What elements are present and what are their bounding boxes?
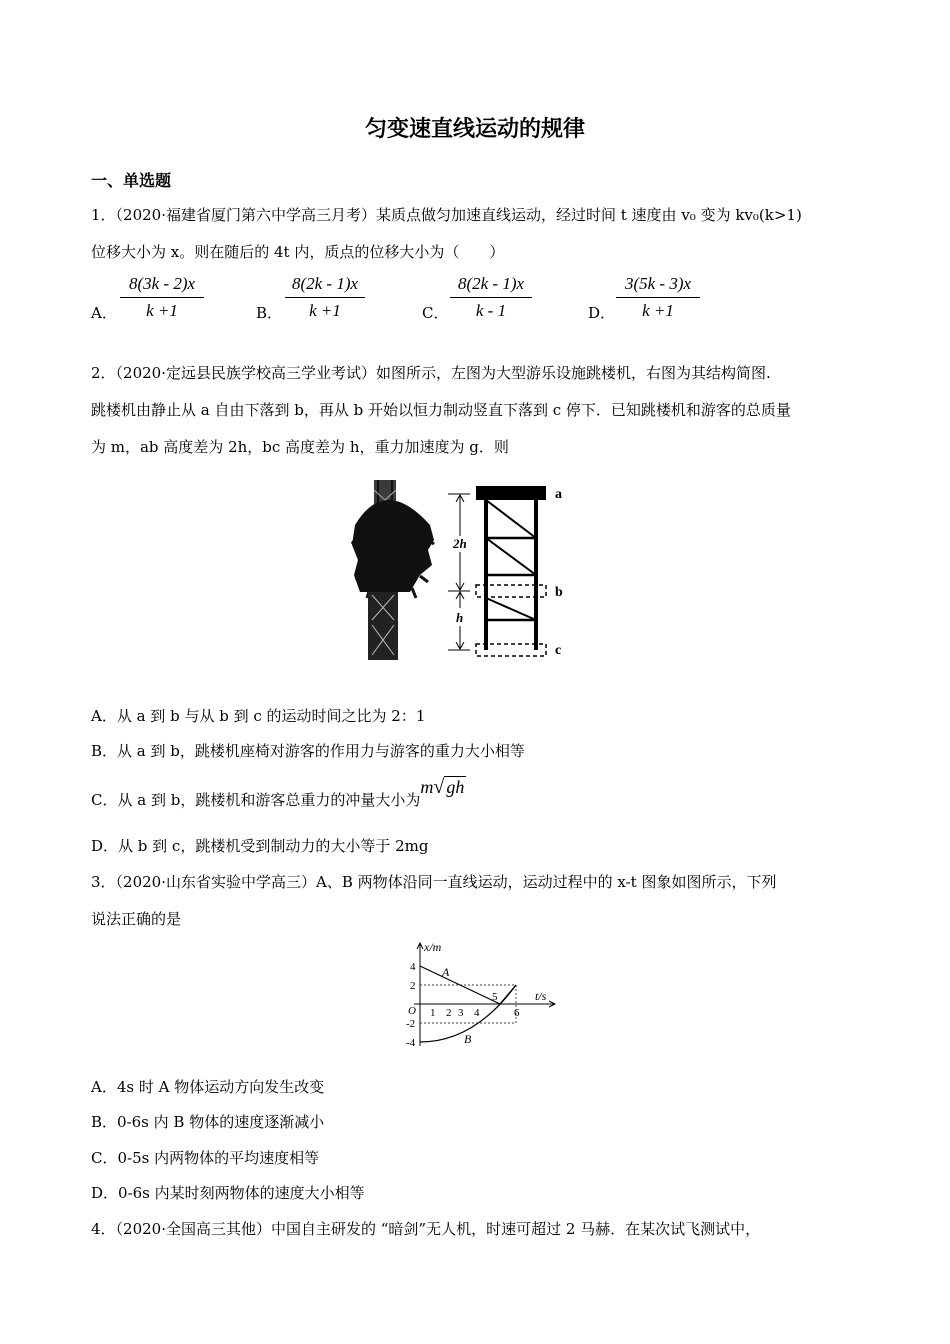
q3-option-a: A．4s 时 A 物体运动方向发生改变 [91, 1078, 325, 1096]
xt-graph [404, 940, 560, 1052]
q1-line-2: 位移大小为 x。则在随后的 4t 内，质点的位移大小为（ ） [91, 243, 505, 261]
label-b: b [555, 585, 563, 600]
q2-option-c-text: C．从 a 到 b，跳楼机和游客总重力的冲量大小为 [91, 791, 421, 809]
series-b-label: B [464, 1032, 472, 1046]
q1-option-c-denominator: k - 1 [475, 301, 507, 320]
label-a: a [555, 487, 562, 502]
q1-option-c-numerator: 8(2k - 1)x [450, 274, 532, 298]
q1-line-1: 1．（2020·福建省厦门第六中学高三月考）某质点做匀加速直线运动，经过时间 t 速度由 v₀ 变为 kv₀(k>1) [91, 206, 802, 224]
graph-ytick-2: 2 [410, 980, 416, 992]
q3-option-d: D．0-6s 内某时刻两物体的速度大小相等 [91, 1184, 365, 1202]
q1-option-b-label: B． [256, 304, 283, 322]
q2-option-b: B．从 a 到 b，跳楼机座椅对游客的作用力与游客的重力大小相等 [91, 742, 525, 760]
q1-option-b-numerator: 8(2k - 1)x [285, 274, 365, 298]
graph-origin: O [408, 1005, 416, 1017]
q2-line-1: 2．（2020·定远县民族学校高三学业考试）如图所示，左图为大型游乐设施跳楼机，右图为其结构简图. [91, 364, 771, 382]
q2-line-2: 跳楼机由静止从 a 自由下落到 b，再从 b 开始以恒力制动竖直下落到 c 停下．已知跳楼机和游客的总质量 [91, 401, 791, 419]
q1-option-a-fraction [120, 274, 204, 321]
q1-option-a-numerator: 8(3k - 2)x [120, 274, 204, 298]
section-heading: 一、单选题 [91, 171, 172, 190]
graph-xtick-2: 2 [446, 1007, 452, 1019]
label-c: c [555, 643, 562, 658]
drop-tower-structure-diagram [448, 486, 563, 658]
graph-xtick-3: 3 [458, 1007, 464, 1019]
drop-tower-figure [350, 480, 580, 662]
sqrt-symbol: √ [433, 776, 445, 798]
q2-option-c [91, 776, 466, 811]
label-2h: 2h [453, 536, 467, 551]
graph-xtick-6: 6 [514, 1007, 520, 1019]
q2-option-d: D．从 b 到 c，跳楼机受到制动力的大小等于 2mg [91, 837, 429, 855]
q2-option-a: A．从 a 到 b 与从 b 到 c 的运动时间之比为 2：1 [91, 707, 426, 725]
label-h: h [456, 610, 464, 625]
graph-ytick-4: 4 [410, 961, 416, 973]
page-title: 匀变速直线运动的规律 [364, 116, 585, 142]
q3-option-c: C．0-5s 内两物体的平均速度相等 [91, 1149, 320, 1167]
q1-option-c-label: C． [422, 304, 449, 322]
q2-option-c-radicand: gh [446, 777, 465, 797]
series-a-label: A [442, 965, 450, 979]
drop-tower-photo [352, 480, 434, 660]
q3-option-b: B．0-6s 内 B 物体的速度逐渐减小 [91, 1113, 325, 1131]
q1-option-a-label: A． [91, 304, 117, 322]
q1-option-b-fraction [285, 274, 365, 321]
q2-option-c-formula [420, 777, 466, 797]
graph-xlabel: t/s [535, 989, 547, 1003]
graph-xtick-1: 1 [430, 1007, 436, 1019]
q1-option-d-label: D． [588, 304, 616, 322]
q1-option-c-fraction [450, 274, 532, 321]
q2-line-3: 为 m，ab 高度差为 2h，bc 高度差为 h，重力加速度为 g．则 [91, 438, 509, 456]
graph-ytick-neg2: -2 [406, 1018, 416, 1030]
graph-xtick-4: 4 [474, 1007, 480, 1019]
q1-option-d-fraction [616, 274, 700, 321]
q4-line-1: 4．（2020·全国高三其他）中国自主研发的 “暗剑”无人机，时速可超过 2 马赫．在某次试飞测试中， [91, 1220, 761, 1238]
graph-xtick-5: 5 [492, 991, 498, 1003]
q1-option-d-numerator: 3(5k - 3)x [616, 274, 700, 298]
graph-ytick-neg4: -4 [406, 1037, 416, 1049]
q1-option-b-denominator: k +1 [309, 301, 341, 320]
q3-line-2: 说法正确的是 [91, 910, 182, 928]
graph-ylabel: x/m [424, 940, 442, 954]
q3-line-1: 3．（2020·山东省实验中学高三）A、B 两物体沿同一直线运动，运动过程中的 x-t 图象如图所示，下列 [91, 873, 777, 891]
q1-option-a-denominator: k +1 [146, 301, 178, 320]
q1-option-d-denominator: k +1 [642, 301, 674, 320]
q2-option-c-mass: m [420, 777, 434, 797]
